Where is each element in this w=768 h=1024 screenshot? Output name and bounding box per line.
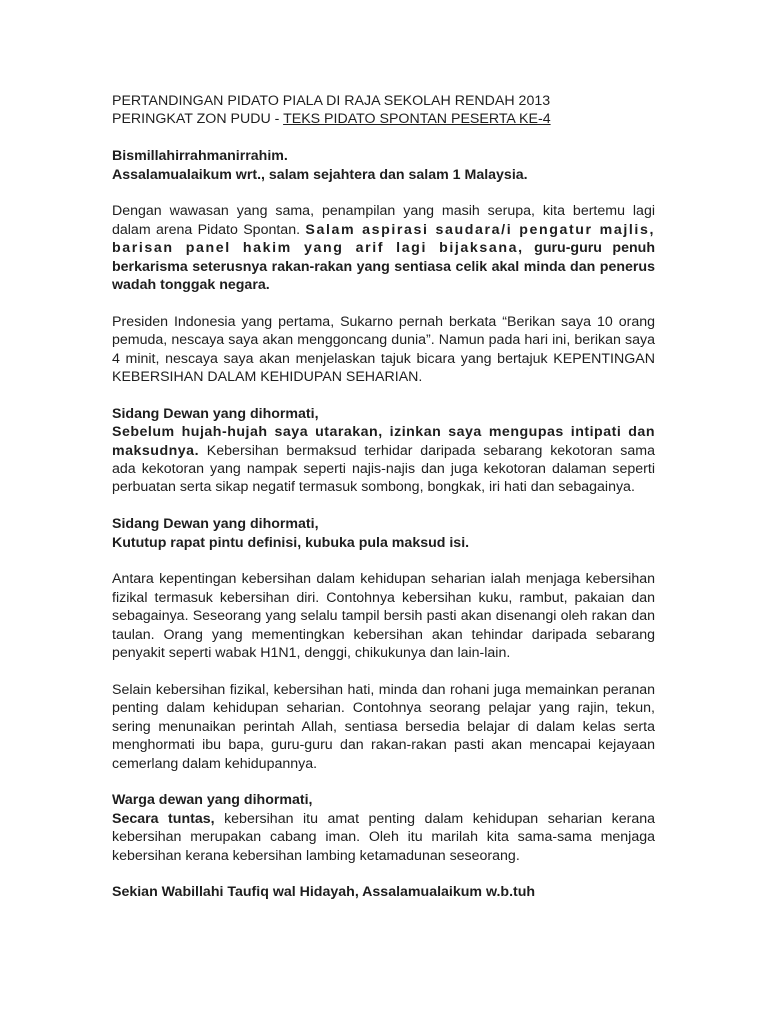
closing-line: Sekian Wabillahi Taufiq wal Hidayah, Assalamualaikum w.b.tuh (112, 884, 536, 901)
paragraph-rohani: Selain kebersihan fizikal, kebersihan hati, minda dan rohani juga memainkan peranan penting dalam kehidupan seharian. Contohnya seorang pelajar yang rajin, tekun, sering menunaikan perintah Allah, sentiasa bersedia belajar di dalam kelas serta menghormati ibu bapa, guru-guru dan rakan-rakan pasti akan mencapai kejayaan cemerlang dalam kehidupannya. (112, 681, 655, 772)
section1-bold: Sebelum hujah-hujah saya utarakan, izinkan saya mengupas intipati dan maksudnya. (112, 424, 655, 459)
document-page (112, 92, 655, 902)
header-line-1: PERTANDINGAN PIDATO PIALA DI RAJA SEKOLAH RENDAH 2013 (112, 93, 551, 109)
greeting-salam: Assalamualaikum wrt., salam sejahtera dan salam 1 Malaysia. (112, 166, 528, 183)
section1-paragraph (112, 423, 655, 497)
header-line-2-underlined: TEKS PIDATO SPONTAN PESERTA KE-4 (283, 111, 551, 128)
greeting-bismillah: Bismillahirrahmanirrahim. (112, 148, 288, 165)
section1-normal: Kebersihan bermaksud terhidar daripada sebarang kekotoran sama ada kekotoran yang nampak seperti najis-najis dan juga kekotoran dalaman seperti perbuatan serta sikap negatif termasuk sombong, bongkak, iri hati dan sebagainya. (112, 442, 655, 496)
section3-paragraph (112, 810, 655, 865)
intro-normal: Dengan wawasan yang sama, penampilan yang masih serupa, kita bertemu lagi dalam arena Pidato Spontan. (112, 203, 655, 238)
intro-bold-spaced: Salam aspirasi saudara/i pengatur majlis, barisan panel hakim yang arif lagi bijaksana, (112, 221, 655, 257)
section2-line: Kututup rapat pintu definisi, kubuka pula maksud isi. (112, 534, 470, 551)
paragraph-sukarno: Presiden Indonesia yang pertama, Sukarno pernah berkata “Berikan saya 10 orang pemuda, nescaya saya akan menggoncang dunia”. Namun pada hari ini, berikan saya 4 minit, nescaya saya akan menjelaskan tajuk bicara yang bertajuk KEPENTINGAN KEBERSIHAN DALAM KEHIDUPAN SEHARIAN. (112, 313, 655, 386)
section3-bold: Secara tuntas, (112, 810, 215, 827)
paragraph-fizikal: Antara kepentingan kebersihan dalam kehidupan seharian ialah menjaga kebersihan fizikal termasuk kebersihan diri. Contohnya kebersihan kuku, rambut, pakaian dan sebagainya. Seseorang yang selalu tampil bersih pasti akan disenangi oleh rakan dan taulan. Orang yang mementingkan kebersihan akan tehindar daripada sebarang penyakit seperti wabak H1N1, denggi, chikukunya dan lain-lain. (112, 571, 655, 662)
section3-heading: Warga dewan yang dihormati, (112, 792, 313, 809)
header-line-2-prefix: PERINGKAT ZON PUDU - (112, 111, 284, 128)
paragraph-intro (112, 202, 655, 294)
section1-heading: Sidang Dewan yang dihormati, (112, 405, 319, 422)
header-line-2 (112, 110, 655, 128)
intro-bold: guru-guru penuh berkarisma seterusnya rakan-rakan yang sentiasa celik akal minda dan penerus wadah tonggak negara. (112, 240, 655, 294)
section3-normal: kebersihan itu amat penting dalam kehidupan seharian kerana kebersihan merupakan cabang iman. Oleh itu marilah kita sama-sama menjaga kebersihan kerana kebersihan lambing ketamadunan seseorang. (112, 810, 655, 864)
section2-heading: Sidang Dewan yang dihormati, (112, 516, 319, 533)
